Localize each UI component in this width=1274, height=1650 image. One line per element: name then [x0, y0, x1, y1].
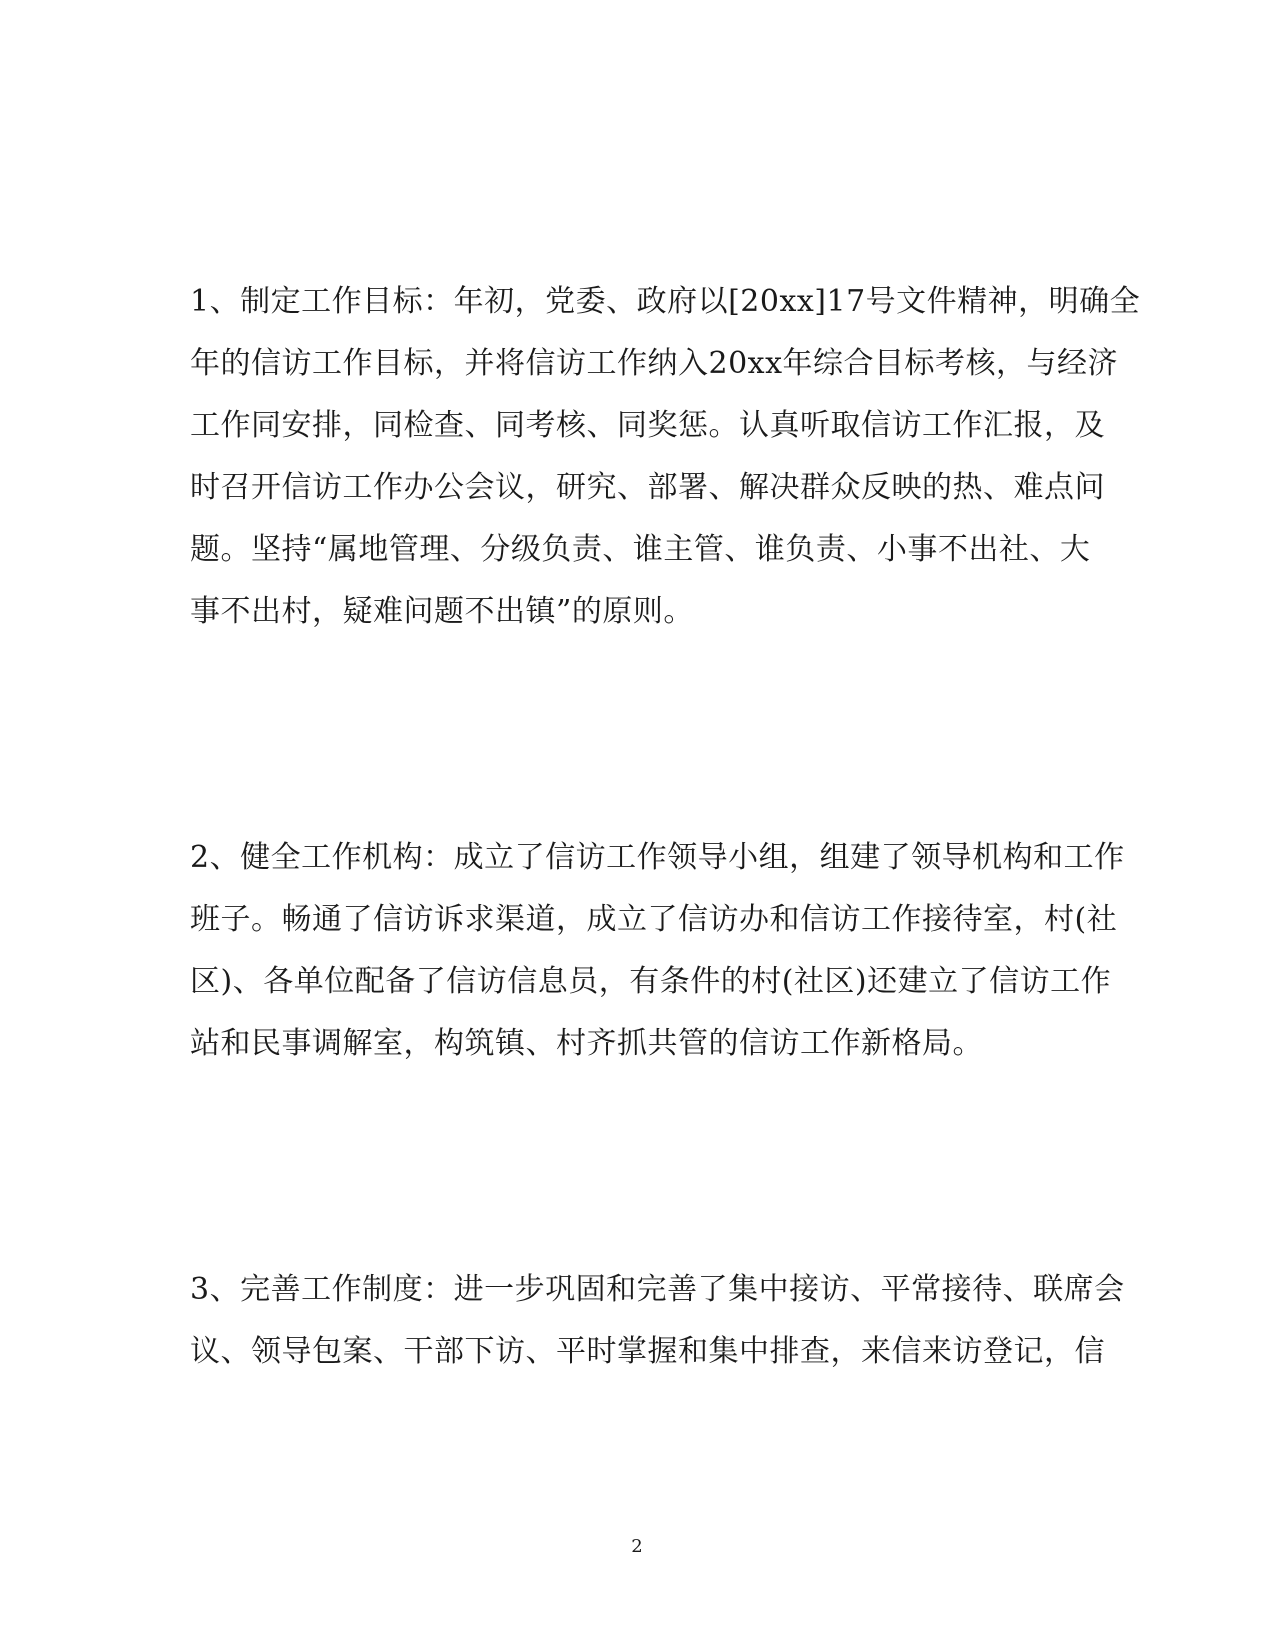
- paragraph-line: 区)、各单位配备了信访信息员，有条件的村(社区)还建立了信访工作: [190, 964, 1112, 999]
- paragraph-line: 3、完善工作制度：进一步巩固和完善了集中接访、平常接待、联席会: [190, 1272, 1125, 1307]
- paragraph-line: 年的信访工作目标，并将信访工作纳入20xx年综合目标考核，与经济: [190, 346, 1119, 381]
- paragraph-line: 1、制定工作目标：年初，党委、政府以[20xx]17号文件精神，明确全: [190, 284, 1141, 319]
- page-number: 2: [631, 1536, 643, 1557]
- paragraph-line: 事不出村，疑难问题不出镇”的原则。: [190, 594, 694, 629]
- paragraph-line: 工作同安排，同检查、同考核、同奖惩。认真听取信访工作汇报，及: [190, 408, 1105, 443]
- paragraph-line: 班子。畅通了信访诉求渠道，成立了信访办和信访工作接待室，村(社: [190, 902, 1118, 937]
- paragraph-line: 议、领导包案、干部下访、平时掌握和集中排查，来信来访登记，信: [190, 1334, 1105, 1369]
- paragraph-line: 2、健全工作机构：成立了信访工作领导小组，组建了领导机构和工作: [190, 840, 1125, 875]
- paragraph-line: 时召开信访工作办公会议，研究、部署、解决群众反映的热、难点问: [190, 470, 1105, 505]
- paragraph-line: 题。坚持“属地管理、分级负责、谁主管、谁负责、小事不出社、大: [190, 532, 1091, 567]
- paragraph-line: 站和民事调解室，构筑镇、村齐抓共管的信访工作新格局。: [190, 1026, 983, 1061]
